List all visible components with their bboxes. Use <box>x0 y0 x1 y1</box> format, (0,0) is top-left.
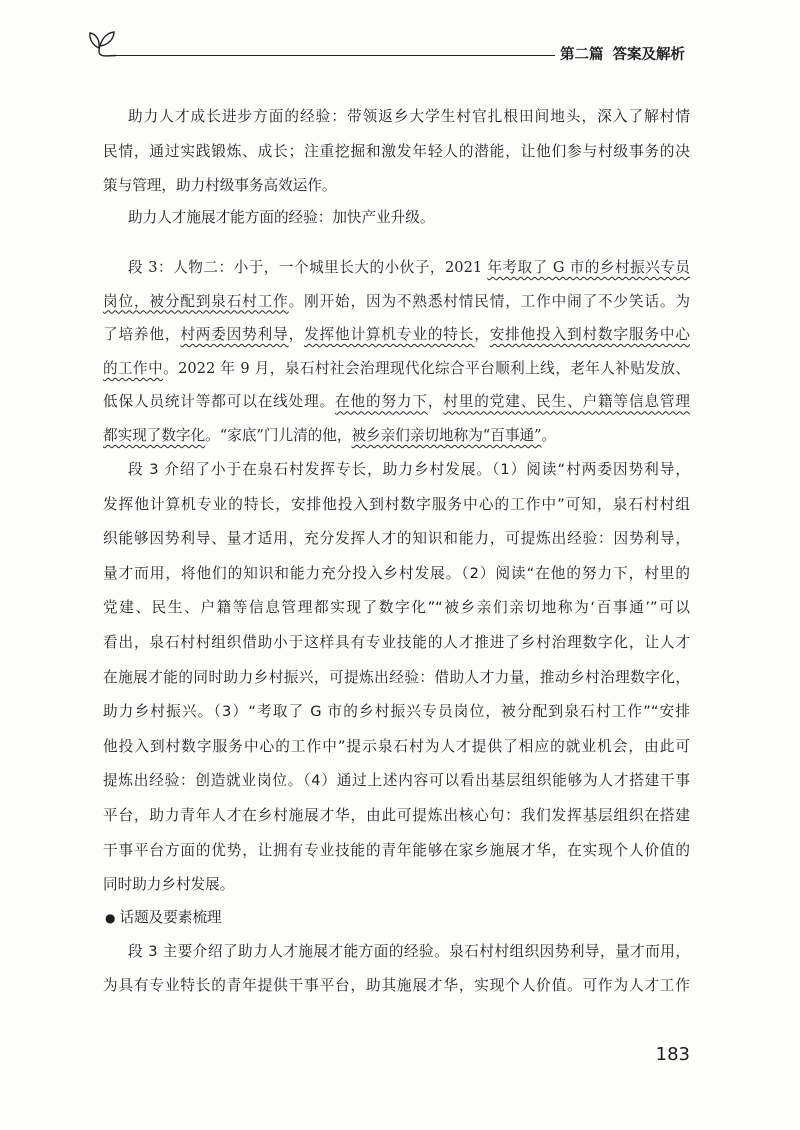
text-line: 在施展才能的同时助力乡村振兴，可提炼出经验：借助人才力量，推动乡村治理数字化， <box>103 668 690 686</box>
text-run: 。“家底”门儿清的他， <box>205 426 352 444</box>
text-run: 低保人员统计等都可以在线处理。 <box>103 393 336 411</box>
sprout-icon <box>86 26 116 58</box>
text-line: 助力人才施展才能方面的经验：加快产业升级。 <box>128 209 435 226</box>
text-line: 织能够因势利导、量才适用，充分发挥人才的知识和能力，可提炼出经验：因势利导， <box>103 530 690 548</box>
text-line <box>103 419 690 453</box>
underlined-phrase: 都实现了数字化 <box>103 426 206 444</box>
bullet-icon: ● <box>105 911 116 925</box>
sprout-right-leaf <box>100 32 114 46</box>
text-line: 提炼出经验：创造就业岗位。（4）通过上述内容可以看出基层组织能够为人才搭建干事 <box>103 772 690 790</box>
text-line: 同时助力乡村发展。 <box>103 876 235 894</box>
text-line: 发挥他计算机专业的特长，安排他投入到村数字服务中心的工作中”可知，泉石村村组 <box>103 495 690 513</box>
text-line: 为具有专业特长的青年提供干事平台，助其施展才华，实现个人价值。可作为人才工作 <box>103 976 690 994</box>
text-run: 。刚开始，因为不熟悉村情民情，工作中闹了不少笑话。为 <box>288 292 690 310</box>
page-number: 183 <box>655 1044 690 1065</box>
section-heading <box>103 901 690 935</box>
text-line: 段 3 主要介绍了助力人才施展才能方面的经验。泉石村村组织因势利导，量才而用， <box>128 943 690 960</box>
section-heading-text: 话题及要素梳理 <box>119 909 222 926</box>
text-line <box>103 285 690 319</box>
quoted-passage <box>103 251 690 453</box>
text-run: 。2022 年 9 月，泉石村社会治理现代化综合平台顺利上线，老年人补贴发放、 <box>163 359 690 377</box>
underlined-phrase: 的工作中 <box>103 359 164 377</box>
text-line <box>103 318 690 352</box>
text-line <box>103 385 690 419</box>
running-header <box>560 46 685 64</box>
text-line: 民情，通过实践锻炼、成长；注重挖掘和激发年轻人的潜能，让他们参与村级事务的决 <box>103 142 690 160</box>
underlined-phrase: 岗位，被分配到泉石村工作 <box>103 292 289 310</box>
underlined-phrase: 安排他投入到村数字服务中心 <box>489 326 690 344</box>
text-line: 助力乡村振兴。（3）“考取了 G 市的乡村振兴专员岗位，被分配到泉石村工作”“安排 <box>103 703 690 721</box>
header-part: 第二篇 <box>560 47 604 63</box>
underlined-phrase: 村两委因势利导 <box>180 326 289 344</box>
text-run: 段 3：人物二：小于，一个城里长大的小伙子，2021 <box>128 259 488 276</box>
text-run: 。 <box>541 426 557 444</box>
paragraph-analysis <box>103 453 690 903</box>
text-line: 助力人才成长进步方面的经验：带领返乡大学生村官扎根田间地头，深入了解村情 <box>128 108 690 125</box>
paragraph-summary <box>103 935 690 1002</box>
text-run: 了培养他， <box>103 326 181 344</box>
text-line <box>103 352 690 386</box>
text-line: 看出，泉石村村组织借助小于这样具有专业技能的人才推进了乡村治理数字化，让人才 <box>103 633 690 651</box>
header-title: 答案及解析 <box>612 47 685 63</box>
text-line: 干事平台方面的优势，让拥有专业技能的青年能够在家乡施展才华，在实现个人价值的 <box>103 841 690 859</box>
header-rule <box>112 55 555 56</box>
underlined-phrase: 发挥他计算机专业的特长 <box>304 326 475 344</box>
text-line: 策与管理，助力村级事务高效运作。 <box>103 177 337 194</box>
text-line: 量才而用，将他们的知识和能力充分投入乡村发展。（2）阅读“在他的努力下，村里的 <box>103 564 690 582</box>
text-line: 平台，助力青年人才在乡村施展才华，由此可提炼出核心句：我们发挥基层组织在搭建 <box>103 806 690 824</box>
text-line: 党建、民生、户籍等信息管理都实现了数字化”“被乡亲们亲切地称为‘百事通’”可以 <box>103 599 690 617</box>
text-line <box>103 251 690 285</box>
text-run: ， <box>288 326 305 344</box>
text-run: ， <box>427 393 444 411</box>
underlined-phrase: 年考取了 G 市的乡村振兴专员 <box>487 259 690 276</box>
underlined-phrase: 村里的党建、民生、户籍等信息管理 <box>443 393 690 411</box>
text-run: ， <box>474 326 490 344</box>
paragraph-talent-skills <box>103 201 690 235</box>
section-heading-line <box>103 901 690 935</box>
paragraph-talent-growth <box>103 100 690 204</box>
text-line: 段 3 介绍了小于在泉石村发挥专长，助力乡村发展。（1）阅读“村两委因势利导， <box>128 461 690 478</box>
underlined-phrase: 被乡亲们亲切地称为“百事通” <box>351 426 542 444</box>
text-line: 他投入到村数字服务中心的工作中”提示泉石村为人才提供了相应的就业机会，由此可 <box>103 737 690 755</box>
sprout-left-leaf <box>90 33 99 48</box>
underlined-phrase: 在他的努力下 <box>335 393 428 411</box>
